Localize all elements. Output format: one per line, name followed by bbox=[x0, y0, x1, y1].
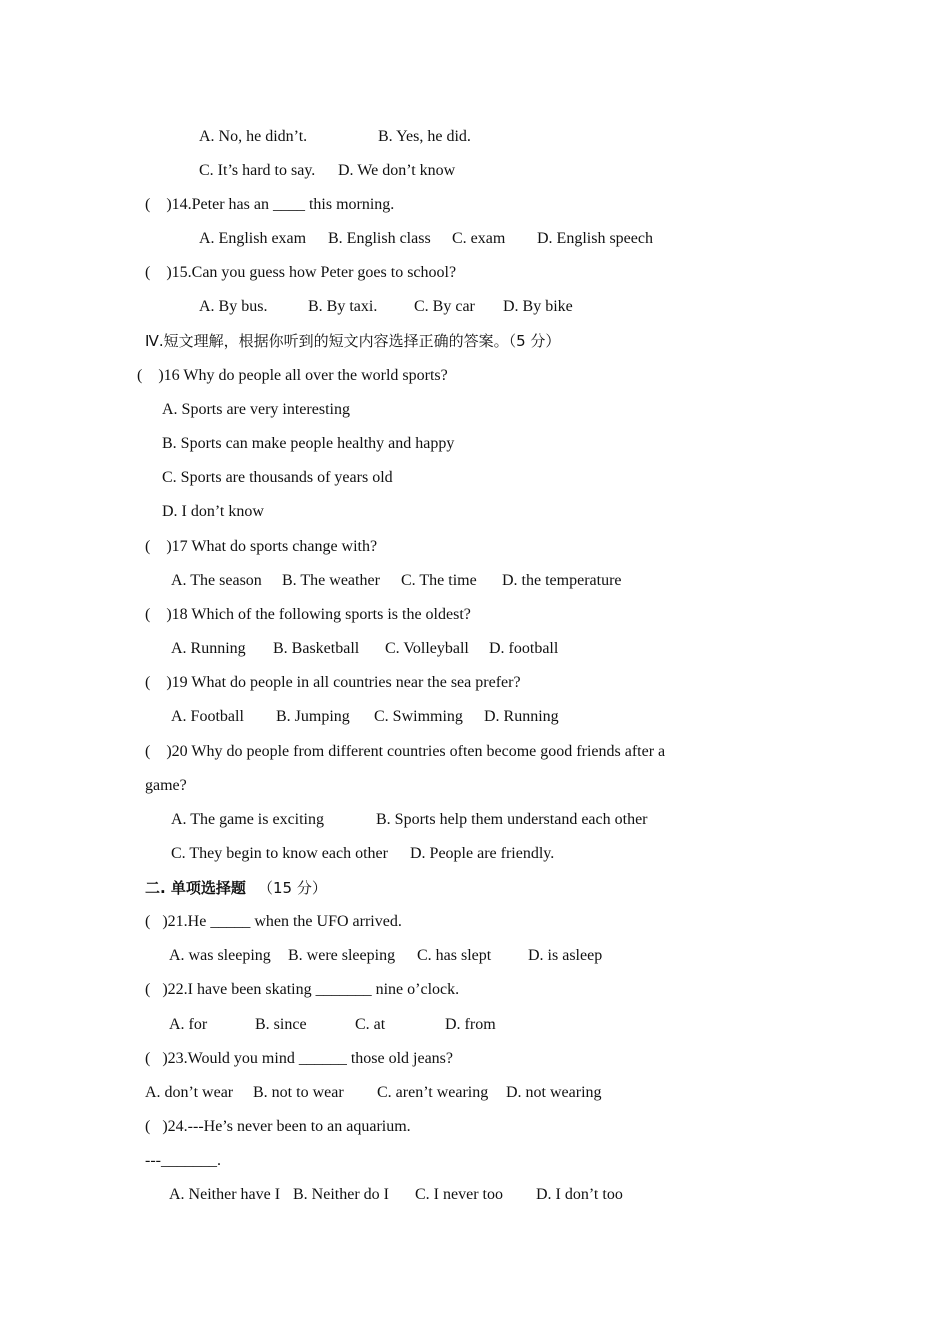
option-19a: A. Football bbox=[171, 708, 244, 725]
option-13b: B. Yes, he did. bbox=[378, 128, 471, 145]
option-15a: A. By bus. bbox=[199, 298, 268, 315]
question-24: ( )24.---He’s never been to an aquarium. bbox=[145, 1118, 411, 1135]
option-24d: D. I don’t too bbox=[536, 1186, 623, 1203]
option-23a: A. don’t wear bbox=[145, 1084, 234, 1101]
option-16d: D. I don’t know bbox=[162, 503, 264, 520]
option-20d: D. People are friendly. bbox=[410, 845, 555, 862]
option-21a: A. was sleeping bbox=[169, 947, 271, 964]
option-14c: C. exam bbox=[452, 230, 506, 247]
option-17a: A. The season bbox=[171, 572, 262, 589]
option-16c: C. Sports are thousands of years old bbox=[162, 469, 393, 486]
option-20c: C. They begin to know each other bbox=[171, 845, 388, 862]
question-20: ( )20 Why do people from different countries often become good friends after a bbox=[145, 743, 666, 760]
question-23: ( )23.Would you mind ______ those old jeans? bbox=[145, 1050, 454, 1067]
option-18c: C. Volleyball bbox=[385, 640, 469, 657]
option-22c: C. at bbox=[355, 1016, 386, 1033]
option-17d: D. the temperature bbox=[502, 572, 622, 589]
option-21d: D. is asleep bbox=[528, 947, 603, 964]
question-22: ( )22.I have been skating _______ nine o’clock. bbox=[145, 981, 460, 998]
question-21: ( )21.He _____ when the UFO arrived. bbox=[145, 913, 402, 930]
option-14a: A. English exam bbox=[199, 230, 307, 247]
option-14d: D. English speech bbox=[537, 230, 653, 247]
option-20a: A. The game is exciting bbox=[171, 811, 324, 828]
option-18a: A. Running bbox=[171, 640, 246, 657]
question-24-reply: ---_______. bbox=[145, 1152, 221, 1169]
option-13d: D. We don’t know bbox=[338, 162, 456, 179]
section-4-heading: Ⅳ.短文理解，根据你听到的短文内容选择正确的答案。（5 分） bbox=[145, 332, 561, 350]
option-17b: B. The weather bbox=[282, 572, 380, 589]
option-18d: D. football bbox=[489, 640, 559, 657]
option-15d: D. By bike bbox=[503, 298, 573, 315]
option-16a: A. Sports are very interesting bbox=[162, 401, 350, 418]
question-18: ( )18 Which of the following sports is the oldest? bbox=[145, 606, 471, 623]
option-14b: B. English class bbox=[328, 230, 431, 247]
option-22a: A. for bbox=[169, 1016, 208, 1033]
question-15: ( )15.Can you guess how Peter goes to school? bbox=[145, 264, 457, 281]
option-21c: C. has slept bbox=[417, 947, 492, 964]
option-19d: D. Running bbox=[484, 708, 559, 725]
option-20b: B. Sports help them understand each other bbox=[376, 811, 648, 828]
option-15c: C. By car bbox=[414, 298, 475, 315]
option-22b: B. since bbox=[255, 1016, 307, 1033]
option-23d: D. not wearing bbox=[506, 1084, 602, 1101]
option-24a: A. Neither have I bbox=[169, 1186, 281, 1203]
option-24c: C. I never too bbox=[415, 1186, 503, 1203]
question-14: ( )14.Peter has an ____ this morning. bbox=[145, 196, 395, 213]
option-13c: C. It’s hard to say. bbox=[199, 162, 316, 179]
option-13a: A. No, he didn’t. bbox=[199, 128, 308, 145]
option-17c: C. The time bbox=[401, 572, 477, 589]
option-19b: B. Jumping bbox=[276, 708, 350, 725]
option-19c: C. Swimming bbox=[374, 708, 463, 725]
question-17: ( )17 What do sports change with? bbox=[145, 538, 378, 555]
option-15b: B. By taxi. bbox=[308, 298, 378, 315]
option-22d: D. from bbox=[445, 1016, 496, 1033]
question-20-cont: game? bbox=[145, 777, 187, 794]
option-23b: B. not to wear bbox=[253, 1084, 344, 1101]
option-21b: B. were sleeping bbox=[288, 947, 396, 964]
option-24b: B. Neither do I bbox=[293, 1186, 389, 1203]
question-19: ( )19 What do people in all countries near the sea prefer? bbox=[145, 674, 521, 691]
option-23c: C. aren’t wearing bbox=[377, 1084, 489, 1101]
section-2-heading: 二. 单项选择题 bbox=[145, 879, 246, 897]
option-16b: B. Sports can make people healthy and happy bbox=[162, 435, 455, 452]
section-2-score: （15 分） bbox=[258, 879, 327, 897]
option-18b: B. Basketball bbox=[273, 640, 360, 657]
question-16: ( )16 Why do people all over the world sports? bbox=[137, 367, 448, 384]
